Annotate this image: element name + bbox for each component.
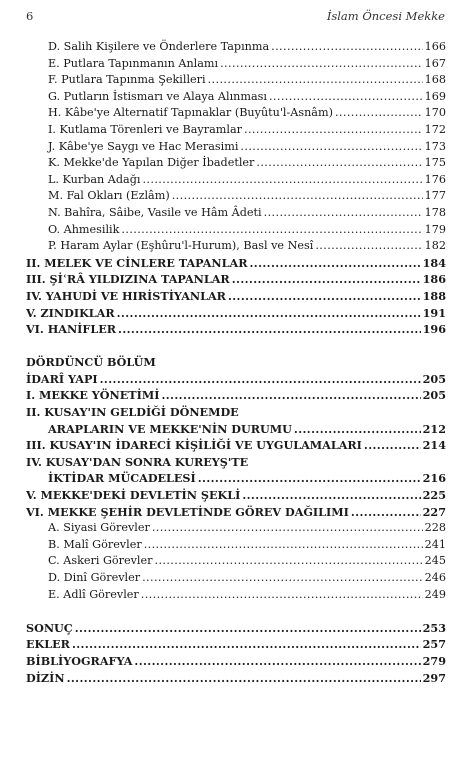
toc-entry-title: II. KUSAY'IN GELDİĞİ DÖNEMDE bbox=[26, 405, 239, 420]
dot-leader bbox=[152, 521, 423, 534]
toc-entry-page: 166 bbox=[424, 40, 446, 53]
toc-entry-title: İDARÎ YAPI bbox=[26, 371, 98, 386]
dot-leader bbox=[142, 571, 423, 584]
toc-entry bbox=[26, 206, 446, 223]
toc-entry-title: N. Bahîra, Sâibe, Vasile ve Hâm Âdeti bbox=[48, 205, 262, 219]
dot-leader bbox=[134, 654, 420, 668]
toc-entry bbox=[26, 140, 446, 157]
toc-group-chapter-three-end bbox=[26, 40, 446, 339]
toc-entry-page: 227 bbox=[422, 504, 446, 519]
toc-entry-page: 172 bbox=[424, 122, 446, 136]
toc-entry-title: İKTİDAR MÜCADELESİ bbox=[48, 471, 196, 486]
toc-entry-title: H. Kâbe'ye Alternatif Tapınaklar (Buyûtu'l-Asnâm) bbox=[48, 106, 333, 120]
toc-entry-title: K. Mekke'de Yapılan Diğer İbadetler bbox=[48, 156, 255, 170]
toc-entry-page: 177 bbox=[424, 189, 446, 203]
toc-entry bbox=[26, 156, 446, 173]
toc-entry bbox=[26, 422, 446, 439]
toc-entry bbox=[26, 57, 446, 74]
dot-leader bbox=[220, 57, 423, 70]
toc-entry-title: III. ŞİʿRÂ YILDIZINA TAPANLAR bbox=[26, 272, 230, 287]
dot-leader bbox=[335, 106, 423, 119]
toc-entry bbox=[26, 405, 446, 422]
dot-leader bbox=[256, 156, 422, 169]
toc-entry-title: E. Adlî Görevler bbox=[48, 587, 139, 601]
toc-entry-page: 205 bbox=[422, 388, 446, 403]
toc-entry-title: VI. MEKKE ŞEHİR DEVLETİNDE GÖREV DAĞILIMI bbox=[26, 504, 349, 519]
toc-entry-title: B. Malî Görevler bbox=[48, 537, 142, 551]
toc-entry-page: 168 bbox=[424, 73, 446, 87]
toc-entry-page: 279 bbox=[422, 653, 446, 668]
toc-entry-page: 205 bbox=[422, 371, 446, 386]
toc-entry-title: A. Siyasi Görevler bbox=[48, 521, 150, 535]
toc-entry-title: V. MEKKE'DEKİ DEVLETİN ŞEKLİ bbox=[26, 488, 241, 503]
toc-entry-page: 175 bbox=[424, 156, 446, 170]
dot-leader bbox=[271, 40, 423, 53]
dot-leader bbox=[244, 123, 423, 136]
dot-leader bbox=[72, 637, 421, 651]
toc-entry-title: IV. KUSAY'DAN SONRA KUREYŞ'TE bbox=[26, 454, 249, 469]
dot-leader bbox=[264, 206, 423, 219]
toc-entry-page: 212 bbox=[422, 421, 446, 436]
toc-entry bbox=[26, 289, 446, 306]
running-title: İslam Öncesi Mekke bbox=[326, 9, 445, 23]
toc-entry-page: 167 bbox=[424, 56, 446, 70]
toc-entry-title: ARAPLARIN VE MEKKE'NİN DURUMU bbox=[48, 421, 292, 436]
toc-entry bbox=[26, 488, 446, 505]
dot-leader bbox=[75, 621, 421, 635]
toc-entry-page: 241 bbox=[424, 537, 446, 551]
dot-leader bbox=[364, 438, 421, 452]
dot-leader bbox=[121, 223, 422, 236]
toc-entry bbox=[26, 571, 446, 588]
toc-entry bbox=[26, 256, 446, 273]
toc-entry-title: I. Kutlama Törenleri ve Bayramlar bbox=[48, 122, 242, 136]
section-gap bbox=[26, 604, 446, 621]
toc-entry-page: 196 bbox=[422, 322, 446, 337]
toc-entry bbox=[26, 621, 446, 638]
dot-leader bbox=[351, 505, 421, 519]
dot-leader bbox=[315, 239, 422, 252]
toc-entry-title: DİZİN bbox=[26, 670, 65, 685]
toc-entry-title: M. Fal Okları (Ezlâm) bbox=[48, 189, 170, 203]
toc-entry-page: 186 bbox=[422, 272, 446, 287]
toc-entry-title: VI. HANİFLER bbox=[26, 322, 117, 337]
toc-entry-title: D. Salih Kişilere ve Önderlere Tapınma bbox=[48, 40, 270, 53]
dot-leader bbox=[242, 488, 420, 502]
table-of-contents bbox=[26, 40, 446, 687]
toc-entry-page: 169 bbox=[424, 89, 446, 103]
toc-entry-page: 257 bbox=[422, 637, 446, 652]
toc-entry-page: 188 bbox=[422, 288, 446, 303]
dot-leader bbox=[240, 140, 422, 153]
dot-leader bbox=[117, 306, 421, 320]
toc-entry-title: D. Dinî Görevler bbox=[48, 571, 141, 584]
toc-entry bbox=[26, 73, 446, 90]
toc-entry bbox=[26, 538, 446, 555]
toc-entry-page: 245 bbox=[424, 554, 446, 568]
toc-entry-page: 246 bbox=[424, 571, 446, 584]
toc-entry bbox=[26, 272, 446, 289]
toc-entry bbox=[26, 505, 446, 522]
dot-leader bbox=[228, 289, 421, 303]
toc-entry bbox=[26, 322, 446, 339]
toc-entry bbox=[26, 123, 446, 140]
section-gap bbox=[26, 339, 446, 356]
toc-entry-title: III. KUSAY'IN İDARECİ KİŞİLİĞİ VE UYGULAMALARI bbox=[26, 438, 362, 453]
toc-entry-page: 253 bbox=[422, 620, 446, 635]
toc-group-back-matter bbox=[26, 621, 446, 687]
toc-entry-page: 225 bbox=[422, 488, 446, 503]
dot-leader bbox=[161, 388, 420, 402]
toc-entry bbox=[26, 40, 446, 57]
dot-leader bbox=[142, 173, 422, 186]
toc-entry-page: 214 bbox=[422, 438, 446, 453]
toc-entry bbox=[26, 521, 446, 538]
dot-leader bbox=[269, 90, 423, 103]
dot-leader bbox=[198, 471, 421, 485]
toc-entry bbox=[26, 554, 446, 571]
toc-entry-page: 216 bbox=[422, 471, 446, 486]
dot-leader bbox=[141, 588, 423, 601]
toc-entry-title: V. ZINDIKLAR bbox=[26, 305, 115, 320]
dot-leader bbox=[154, 554, 422, 567]
toc-entry bbox=[26, 239, 446, 256]
toc-entry-page: 170 bbox=[424, 106, 446, 120]
toc-entry-page: 173 bbox=[424, 139, 446, 153]
toc-entry bbox=[26, 173, 446, 190]
toc-entry-title: E. Putlara Tapınmanın Anlamı bbox=[48, 56, 219, 70]
chapter-heading: DÖRDÜNCÜ BÖLÜM bbox=[26, 355, 156, 370]
toc-entry bbox=[26, 90, 446, 107]
toc-entry-page: 179 bbox=[424, 222, 446, 236]
toc-entry bbox=[26, 106, 446, 123]
toc-entry bbox=[26, 189, 446, 206]
toc-entry bbox=[26, 654, 446, 671]
dot-leader bbox=[172, 189, 423, 202]
toc-entry bbox=[26, 438, 446, 455]
page-number: 6 bbox=[26, 9, 34, 23]
toc-entry-title: O. Ahmesilik bbox=[48, 222, 120, 236]
toc-entry-title: P. Haram Aylar (Eşhûru'l-Hurum), Basl ve Nesî bbox=[48, 239, 314, 253]
dot-leader bbox=[250, 256, 421, 270]
toc-entry-page: 176 bbox=[424, 172, 446, 186]
toc-entry-page: 184 bbox=[422, 255, 446, 270]
toc-entry-title: G. Putların İstismarı ve Alaya Alınması bbox=[48, 89, 267, 103]
toc-entry-title: II. MELEK VE CİNLERE TAPANLAR bbox=[26, 255, 248, 270]
toc-entry-title: I. MEKKE YÖNETİMİ bbox=[26, 388, 160, 403]
toc-entry-page: 191 bbox=[422, 305, 446, 320]
toc-entry bbox=[26, 223, 446, 240]
dot-leader bbox=[144, 538, 423, 551]
toc-entry bbox=[26, 471, 446, 488]
toc-entry-title: BİBLİYOGRAFYA bbox=[26, 653, 133, 668]
toc-entry bbox=[26, 306, 446, 323]
toc-entry-page: 228 bbox=[424, 521, 446, 535]
toc-entry bbox=[26, 588, 446, 605]
dot-leader bbox=[232, 272, 421, 286]
toc-entry bbox=[26, 372, 446, 389]
dot-leader bbox=[67, 671, 421, 685]
toc-entry-title: EKLER bbox=[26, 637, 70, 652]
dot-leader bbox=[294, 422, 421, 436]
toc-group-chapter-four bbox=[26, 372, 446, 604]
toc-entry-title: C. Askeri Görevler bbox=[48, 554, 153, 568]
toc-entry-page: 249 bbox=[424, 587, 446, 601]
toc-entry bbox=[26, 455, 446, 472]
toc-entry-page: 297 bbox=[422, 670, 446, 685]
toc-entry bbox=[26, 671, 446, 688]
toc-entry-page: 182 bbox=[424, 239, 446, 253]
toc-entry-title: J. Kâbe'ye Saygı ve Hac Merasimi bbox=[48, 139, 239, 153]
dot-leader bbox=[100, 372, 421, 386]
toc-entry-title: SONUÇ bbox=[26, 620, 73, 635]
toc-entry bbox=[26, 388, 446, 405]
dot-leader bbox=[208, 73, 423, 86]
dot-leader bbox=[118, 322, 421, 336]
toc-entry-title: F. Putlara Tapınma Şekilleri bbox=[48, 73, 206, 87]
toc-entry-page: 178 bbox=[424, 205, 446, 219]
toc-entry bbox=[26, 637, 446, 654]
toc-entry-title: L. Kurban Adağı bbox=[48, 172, 141, 186]
toc-entry-title: IV. YAHUDİ VE HIRİSTİYANLAR bbox=[26, 288, 226, 303]
